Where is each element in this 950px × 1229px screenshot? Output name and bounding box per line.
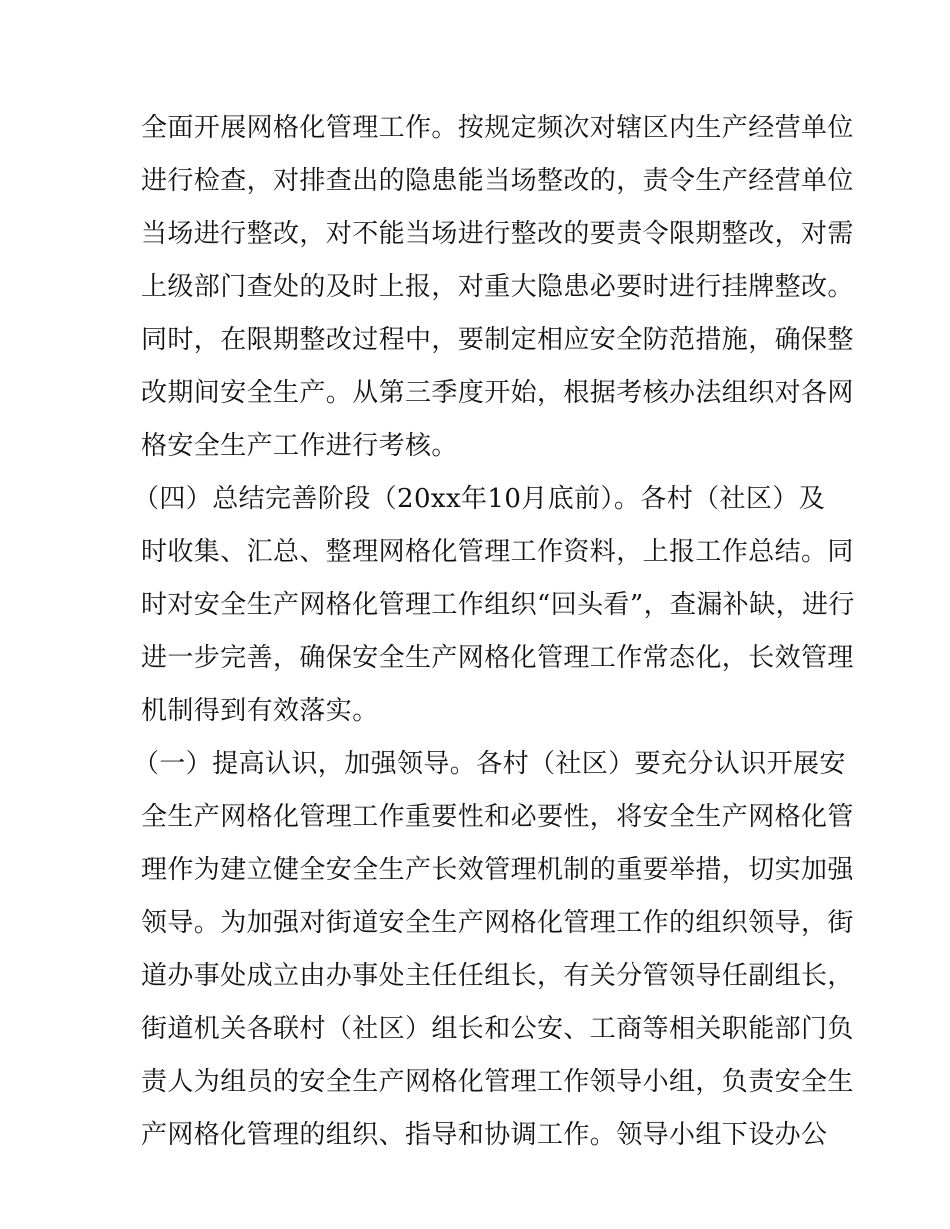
text-line: 时收集、汇总、整理网格化管理工作资料，上报工作总结。同 bbox=[141, 537, 854, 567]
text-line: 全面开展网格化管理工作。按规定频次对辖区内生产经营单位 bbox=[141, 113, 854, 143]
text-line: 全生产网格化管理工作重要性和必要性，将安全生产网格化管 bbox=[141, 802, 854, 832]
text-line: 同时，在限期整改过程中，要制定相应安全防范措施，确保整 bbox=[141, 325, 854, 355]
text-line: 产网格化管理的组织、指导和协调工作。领导小组下设办公 bbox=[141, 1120, 828, 1150]
text-line: 理作为建立健全安全生产长效管理机制的重要举措，切实加强 bbox=[141, 855, 854, 885]
text-line: 街道机关各联村（社区）组长和公安、工商等相关职能部门负 bbox=[141, 1014, 854, 1044]
section-heading-line: （四）总结完善阶段（20xx年10月底前）。各村（社区）及 bbox=[133, 484, 826, 514]
text-line: 上级部门查处的及时上报，对重大隐患必要时进行挂牌整改。 bbox=[141, 272, 854, 302]
text-line: 改期间安全生产。从第三季度开始，根据考核办法组织对各网 bbox=[141, 378, 854, 408]
text-line: 领导。为加强对街道安全生产网格化管理工作的组织领导，街 bbox=[141, 908, 854, 938]
text-line: 机制得到有效落实。 bbox=[141, 696, 379, 726]
text-line: 格安全生产工作进行考核。 bbox=[141, 431, 458, 461]
text-line: 道办事处成立由办事处主任任组长，有关分管领导任副组长， bbox=[141, 961, 854, 991]
text-line: 责人为组员的安全生产网格化管理工作领导小组，负责安全生 bbox=[141, 1067, 854, 1097]
text-line: 进行检查，对排查出的隐患能当场整改的，责令生产经营单位 bbox=[141, 166, 854, 196]
text-line: 当场进行整改，对不能当场进行整改的要责令限期整改，对需 bbox=[141, 219, 854, 249]
body-text bbox=[133, 102, 855, 1162]
section-heading-line: （一）提高认识，加强领导。各村（社区）要充分认识开展安 bbox=[133, 749, 846, 779]
text-line: 进一步完善，确保安全生产网格化管理工作常态化，长效管理 bbox=[141, 643, 854, 673]
text-line: 时对安全生产网格化管理工作组织“回头看”，查漏补缺，进行 bbox=[141, 590, 855, 620]
